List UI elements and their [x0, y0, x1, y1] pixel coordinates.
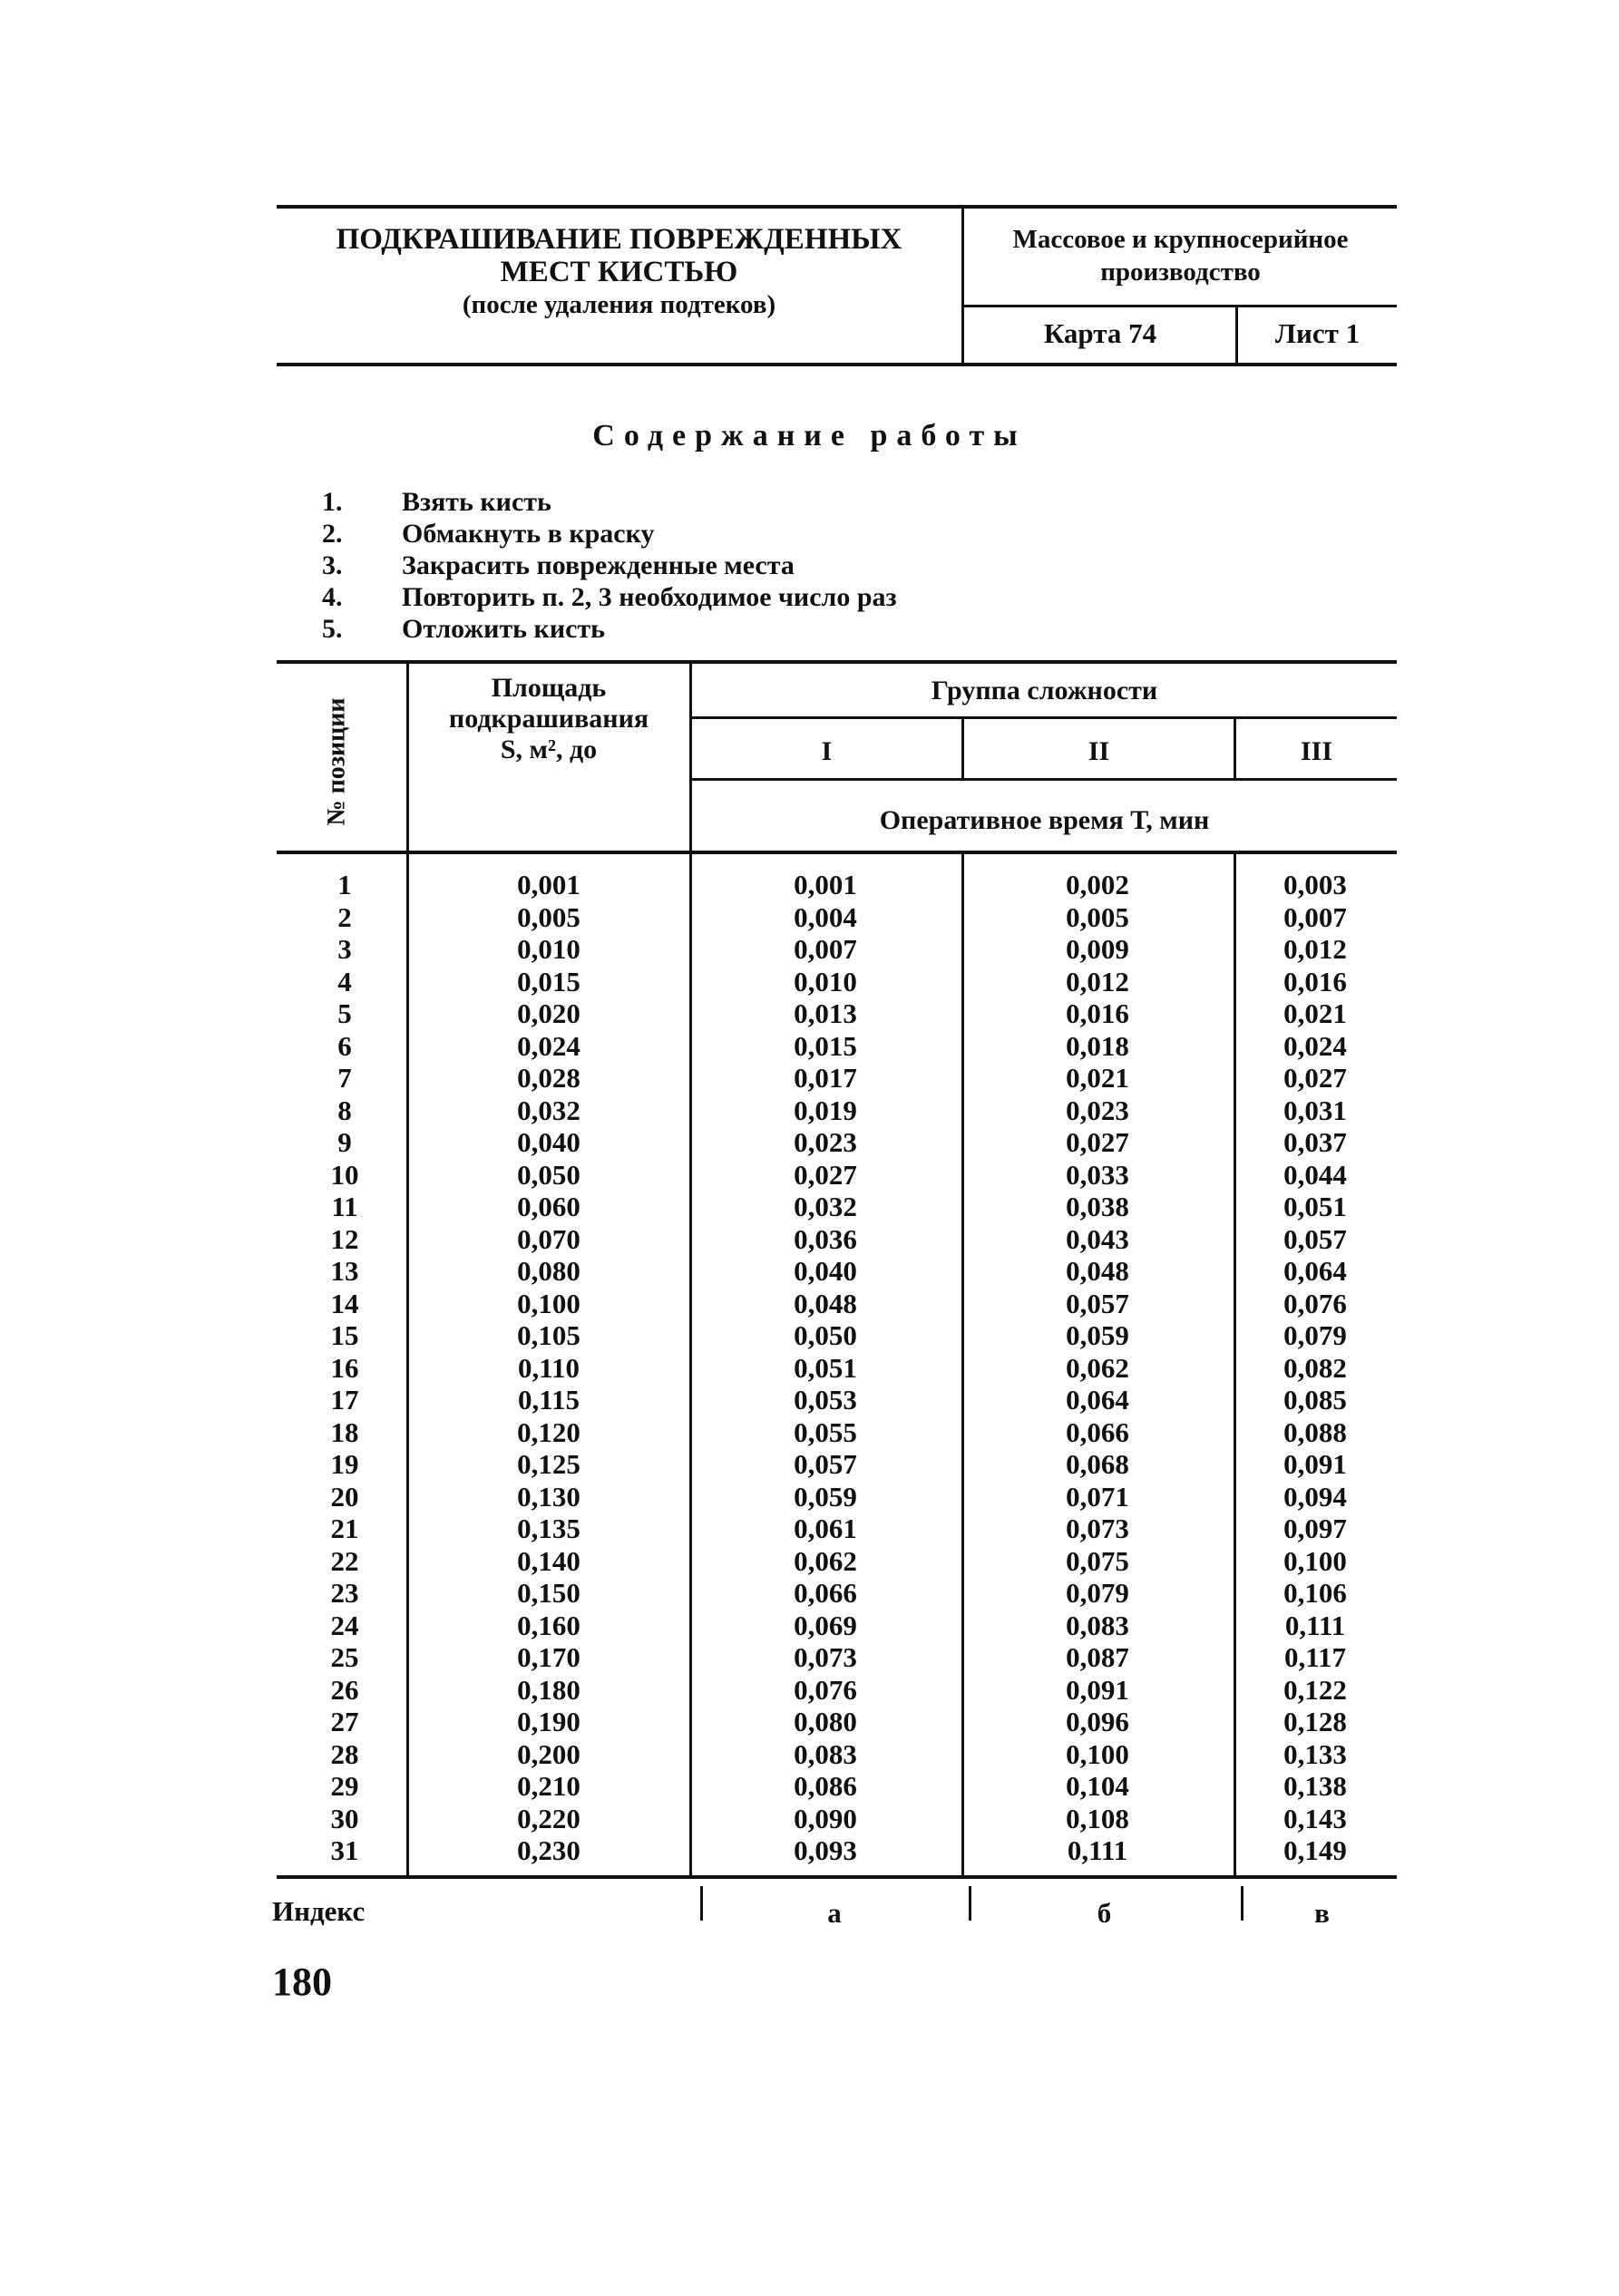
- sheet-number: Лист 1: [1274, 317, 1361, 349]
- row-time-group-3: 0,117: [1283, 1641, 1347, 1673]
- row-time-group-2: 0,062: [1066, 1351, 1129, 1384]
- row-time-group-3: 0,079: [1283, 1319, 1347, 1351]
- row-time-group-2: 0,009: [1066, 933, 1129, 965]
- card-number: Карта 74: [1043, 317, 1157, 349]
- table-row: [277, 1674, 1397, 1707]
- area-column-header: [410, 673, 688, 765]
- row-time-group-2: 0,059: [1066, 1319, 1129, 1351]
- table-top-rule: [277, 660, 1397, 664]
- groups-bottom-rule: [689, 778, 1397, 781]
- production-type: [964, 223, 1397, 288]
- table-row: [277, 933, 1397, 966]
- table-header-bottom-rule: [277, 851, 1397, 854]
- table-row: [277, 1448, 1397, 1481]
- row-time-group-1: 0,086: [794, 1770, 857, 1802]
- row-area: 0,100: [517, 1287, 580, 1319]
- row-time-group-3: 0,133: [1283, 1737, 1347, 1770]
- row-time-group-1: 0,007: [794, 933, 857, 965]
- table-row: [277, 1319, 1397, 1352]
- table-row: [277, 1159, 1397, 1192]
- row-time-group-3: 0,106: [1283, 1577, 1347, 1609]
- row-time-group-1: 0,023: [794, 1126, 857, 1158]
- row-time-group-2: 0,064: [1066, 1384, 1129, 1416]
- row-time-group-3: 0,100: [1283, 1544, 1347, 1577]
- row-time-group-3: 0,138: [1283, 1770, 1347, 1802]
- row-area: 0,070: [517, 1222, 580, 1255]
- row-position: 10: [330, 1158, 359, 1191]
- row-time-group-2: 0,027: [1066, 1126, 1129, 1158]
- table-row: [277, 1641, 1397, 1674]
- row-time-group-2: 0,075: [1066, 1544, 1129, 1577]
- table-row: [277, 1803, 1397, 1835]
- index-value-b: б: [1097, 1897, 1112, 1929]
- row-time-group-2: 0,104: [1066, 1770, 1129, 1802]
- row-time-group-3: 0,088: [1283, 1416, 1347, 1448]
- row-position: 26: [330, 1673, 359, 1706]
- row-time-group-1: 0,093: [794, 1834, 857, 1866]
- row-time-group-2: 0,096: [1066, 1706, 1129, 1737]
- row-area: 0,060: [517, 1191, 580, 1222]
- card-title-line1: ПОДКРАШИВАНИЕ ПОВРЕЖДЕННЫХ: [336, 223, 902, 256]
- table-row: [277, 1513, 1397, 1545]
- card-title-line3: (после удаления подтеков): [462, 290, 776, 319]
- row-time-group-3: 0,021: [1283, 997, 1347, 1029]
- group-3-header: III: [1300, 736, 1333, 766]
- row-time-group-3: 0,085: [1283, 1384, 1347, 1416]
- row-position: 4: [337, 965, 352, 997]
- row-time-group-3: 0,007: [1283, 900, 1347, 933]
- table-row: [277, 1770, 1397, 1803]
- table-row: [277, 869, 1397, 901]
- row-position: 16: [330, 1351, 359, 1384]
- row-position: 9: [337, 1126, 352, 1158]
- row-position: 21: [330, 1513, 359, 1544]
- row-position: 14: [330, 1287, 359, 1319]
- row-time-group-1: 0,017: [794, 1062, 857, 1094]
- area-header-line3: S, м², до: [500, 735, 598, 764]
- table-row: [277, 1094, 1397, 1127]
- table-row: [277, 1191, 1397, 1223]
- step-item: [322, 518, 897, 550]
- table-row: [277, 1545, 1397, 1578]
- row-time-group-2: 0,023: [1066, 1094, 1129, 1126]
- step-number: 1.: [322, 487, 343, 517]
- row-time-group-2: 0,057: [1066, 1287, 1129, 1319]
- header-right-divider: [961, 305, 1397, 307]
- row-area: 0,130: [517, 1480, 580, 1513]
- row-time-group-3: 0,051: [1283, 1191, 1347, 1222]
- step-text: Обмакнуть в краску: [402, 519, 655, 549]
- row-time-group-2: 0,021: [1066, 1062, 1129, 1094]
- row-area: 0,020: [517, 997, 580, 1029]
- row-time-group-2: 0,087: [1066, 1641, 1129, 1673]
- index-divider-1: [700, 1886, 703, 1921]
- index-label: Индекс: [272, 1895, 366, 1927]
- row-position: 31: [330, 1834, 359, 1866]
- row-area: 0,120: [517, 1416, 580, 1448]
- row-time-group-1: 0,036: [794, 1222, 857, 1255]
- row-area: 0,125: [517, 1448, 580, 1480]
- row-position: 25: [330, 1641, 359, 1673]
- row-area: 0,001: [517, 869, 580, 900]
- row-position: 27: [330, 1706, 359, 1737]
- step-item: [322, 613, 897, 645]
- row-area: 0,230: [517, 1834, 580, 1866]
- row-time-group-2: 0,091: [1066, 1673, 1129, 1706]
- group-2-header: II: [1087, 736, 1110, 766]
- table-row: [277, 966, 1397, 998]
- table-row: [277, 1384, 1397, 1416]
- row-time-group-2: 0,066: [1066, 1416, 1129, 1448]
- row-position: 22: [330, 1544, 359, 1577]
- table-row: [277, 1738, 1397, 1771]
- step-item: [322, 486, 897, 518]
- row-time-group-1: 0,027: [794, 1158, 857, 1191]
- row-time-group-3: 0,122: [1283, 1673, 1347, 1706]
- row-area: 0,180: [517, 1673, 580, 1706]
- row-time-group-2: 0,100: [1066, 1737, 1129, 1770]
- card-title: [277, 223, 961, 359]
- row-time-group-2: 0,043: [1066, 1222, 1129, 1255]
- table-row: [277, 1223, 1397, 1256]
- row-position: 19: [330, 1448, 359, 1480]
- row-time-group-3: 0,037: [1283, 1126, 1347, 1158]
- row-time-group-1: 0,059: [794, 1480, 857, 1513]
- row-time-group-2: 0,018: [1066, 1029, 1129, 1062]
- row-area: 0,080: [517, 1255, 580, 1287]
- row-time-group-1: 0,001: [794, 869, 857, 900]
- table-row: [277, 1481, 1397, 1513]
- row-time-group-1: 0,051: [794, 1351, 857, 1384]
- step-text: Закрасить поврежденные места: [402, 550, 795, 580]
- row-position: 6: [337, 1029, 352, 1062]
- step-number: 5.: [322, 614, 343, 644]
- table-row: [277, 1834, 1397, 1867]
- row-time-group-2: 0,048: [1066, 1255, 1129, 1287]
- row-position: 24: [330, 1609, 359, 1641]
- row-position: 17: [330, 1384, 359, 1416]
- row-time-group-1: 0,061: [794, 1513, 857, 1544]
- row-time-group-3: 0,094: [1283, 1480, 1347, 1513]
- row-time-group-2: 0,038: [1066, 1191, 1129, 1222]
- index-divider-3: [1241, 1886, 1244, 1921]
- header-top-rule: [277, 205, 1397, 209]
- row-time-group-3: 0,064: [1283, 1255, 1347, 1287]
- row-time-group-1: 0,053: [794, 1384, 857, 1416]
- step-item: [322, 581, 897, 613]
- row-time-group-2: 0,002: [1066, 869, 1129, 900]
- row-time-group-3: 0,149: [1283, 1834, 1347, 1866]
- row-time-group-2: 0,016: [1066, 997, 1129, 1029]
- row-time-group-1: 0,010: [794, 965, 857, 997]
- index-divider-2: [969, 1886, 971, 1921]
- index-value-c: в: [1314, 1897, 1330, 1929]
- index-value-a: а: [827, 1897, 842, 1929]
- row-time-group-3: 0,111: [1284, 1609, 1346, 1641]
- production-type-line1: Массовое и крупносерийное: [1012, 225, 1349, 254]
- row-time-group-1: 0,015: [794, 1029, 857, 1062]
- work-steps-list: [322, 486, 897, 645]
- row-time-group-3: 0,003: [1283, 869, 1347, 900]
- table-bottom-rule: [277, 1875, 1397, 1879]
- row-time-group-1: 0,066: [794, 1577, 857, 1609]
- row-time-group-1: 0,083: [794, 1737, 857, 1770]
- step-text: Взять кисть: [402, 487, 551, 517]
- row-position: 2: [337, 900, 352, 933]
- step-text: Повторить п. 2, 3 необходимое число раз: [402, 582, 897, 612]
- row-position: 5: [337, 997, 352, 1029]
- page-number: 180: [272, 1960, 332, 2004]
- step-number: 2.: [322, 519, 343, 549]
- row-position: 13: [330, 1255, 359, 1287]
- complexity-group-header: Группа сложности: [931, 676, 1158, 705]
- row-position: 11: [331, 1191, 358, 1222]
- row-time-group-3: 0,128: [1283, 1706, 1347, 1737]
- work-content-title: Содержание работы: [592, 419, 1027, 452]
- row-area: 0,135: [517, 1513, 580, 1544]
- row-area: 0,190: [517, 1706, 580, 1737]
- row-time-group-3: 0,143: [1283, 1802, 1347, 1834]
- row-time-group-3: 0,016: [1283, 965, 1347, 997]
- table-body: [277, 869, 1397, 1867]
- row-area: 0,050: [517, 1158, 580, 1191]
- row-time-group-3: 0,076: [1283, 1287, 1347, 1319]
- row-time-group-2: 0,083: [1066, 1609, 1129, 1641]
- table-row: [277, 1706, 1397, 1738]
- row-area: 0,028: [517, 1062, 580, 1094]
- row-time-group-3: 0,057: [1283, 1222, 1347, 1255]
- row-area: 0,010: [517, 933, 580, 965]
- row-area: 0,032: [517, 1094, 580, 1126]
- row-position: 30: [330, 1802, 359, 1834]
- row-time-group-2: 0,071: [1066, 1480, 1129, 1513]
- table-row: [277, 1416, 1397, 1449]
- row-area: 0,150: [517, 1577, 580, 1609]
- area-header-line2: подкрашивания: [448, 704, 649, 734]
- row-time-group-1: 0,076: [794, 1673, 857, 1706]
- row-time-group-3: 0,024: [1283, 1029, 1347, 1062]
- row-time-group-2: 0,005: [1066, 900, 1129, 933]
- row-time-group-1: 0,069: [794, 1609, 857, 1641]
- row-position: 12: [330, 1222, 359, 1255]
- row-time-group-2: 0,079: [1066, 1577, 1129, 1609]
- row-position: 23: [330, 1577, 359, 1609]
- row-area: 0,170: [517, 1641, 580, 1673]
- row-area: 0,040: [517, 1126, 580, 1158]
- row-position: 18: [330, 1416, 359, 1448]
- row-time-group-1: 0,062: [794, 1544, 857, 1577]
- row-position: 7: [337, 1062, 352, 1094]
- production-type-line2: производство: [1100, 258, 1261, 287]
- row-area: 0,105: [517, 1319, 580, 1351]
- area-header-line1: Площадь: [491, 673, 607, 703]
- table-row: [277, 1352, 1397, 1385]
- row-position: 28: [330, 1737, 359, 1770]
- operative-time-header: Оперативное время Т, мин: [879, 805, 1210, 835]
- row-area: 0,024: [517, 1029, 580, 1062]
- step-item: [322, 550, 897, 581]
- table-row: [277, 1288, 1397, 1320]
- row-time-group-2: 0,073: [1066, 1513, 1129, 1544]
- row-time-group-3: 0,012: [1283, 933, 1347, 965]
- row-position: 8: [337, 1094, 352, 1126]
- row-area: 0,140: [517, 1544, 580, 1577]
- table-row: [277, 1030, 1397, 1063]
- row-area: 0,115: [517, 1384, 580, 1416]
- row-time-group-2: 0,033: [1066, 1158, 1129, 1191]
- row-time-group-1: 0,057: [794, 1448, 857, 1480]
- group-1-header: I: [821, 736, 833, 766]
- row-time-group-1: 0,048: [794, 1287, 857, 1319]
- row-area: 0,005: [517, 900, 580, 933]
- table-row: [277, 1610, 1397, 1642]
- row-time-group-3: 0,044: [1283, 1158, 1347, 1191]
- row-area: 0,015: [517, 965, 580, 997]
- step-text: Отложить кисть: [402, 614, 606, 644]
- table-row: [277, 1255, 1397, 1288]
- row-time-group-1: 0,032: [794, 1191, 857, 1222]
- row-time-group-2: 0,108: [1066, 1802, 1129, 1834]
- row-time-group-3: 0,082: [1283, 1351, 1347, 1384]
- row-time-group-1: 0,050: [794, 1319, 857, 1351]
- row-time-group-2: 0,068: [1066, 1448, 1129, 1480]
- row-position: 3: [337, 933, 352, 965]
- row-time-group-3: 0,027: [1283, 1062, 1347, 1094]
- row-time-group-1: 0,090: [794, 1802, 857, 1834]
- row-time-group-3: 0,091: [1283, 1448, 1347, 1480]
- row-position: 15: [330, 1319, 359, 1351]
- card-title-line2: МЕСТ КИСТЬЮ: [500, 256, 738, 288]
- group-header-rule: [689, 716, 1397, 719]
- table-row: [277, 901, 1397, 934]
- row-time-group-3: 0,031: [1283, 1094, 1347, 1126]
- header-bottom-rule: [277, 363, 1397, 366]
- row-area: 0,110: [517, 1351, 580, 1384]
- row-time-group-1: 0,004: [794, 900, 857, 933]
- table-row: [277, 1062, 1397, 1094]
- step-number: 4.: [322, 582, 343, 612]
- position-column-label: № позиции: [323, 697, 351, 826]
- row-time-group-2: 0,111: [1067, 1834, 1128, 1866]
- row-area: 0,210: [517, 1770, 580, 1802]
- row-position: 29: [330, 1770, 359, 1802]
- row-time-group-1: 0,040: [794, 1255, 857, 1287]
- row-time-group-1: 0,013: [794, 997, 857, 1029]
- step-number: 3.: [322, 550, 343, 580]
- table-row: [277, 997, 1397, 1030]
- table-row: [277, 1126, 1397, 1159]
- row-area: 0,160: [517, 1609, 580, 1641]
- row-area: 0,220: [517, 1802, 580, 1834]
- row-position: 20: [330, 1480, 359, 1513]
- position-column-header: [319, 680, 356, 843]
- row-area: 0,200: [517, 1737, 580, 1770]
- row-time-group-1: 0,080: [794, 1706, 857, 1737]
- table-row: [277, 1577, 1397, 1610]
- row-time-group-2: 0,012: [1066, 965, 1129, 997]
- row-time-group-1: 0,019: [794, 1094, 857, 1126]
- row-position: 1: [337, 869, 352, 900]
- row-time-group-3: 0,097: [1283, 1513, 1347, 1544]
- row-time-group-1: 0,055: [794, 1416, 857, 1448]
- row-time-group-1: 0,073: [794, 1641, 857, 1673]
